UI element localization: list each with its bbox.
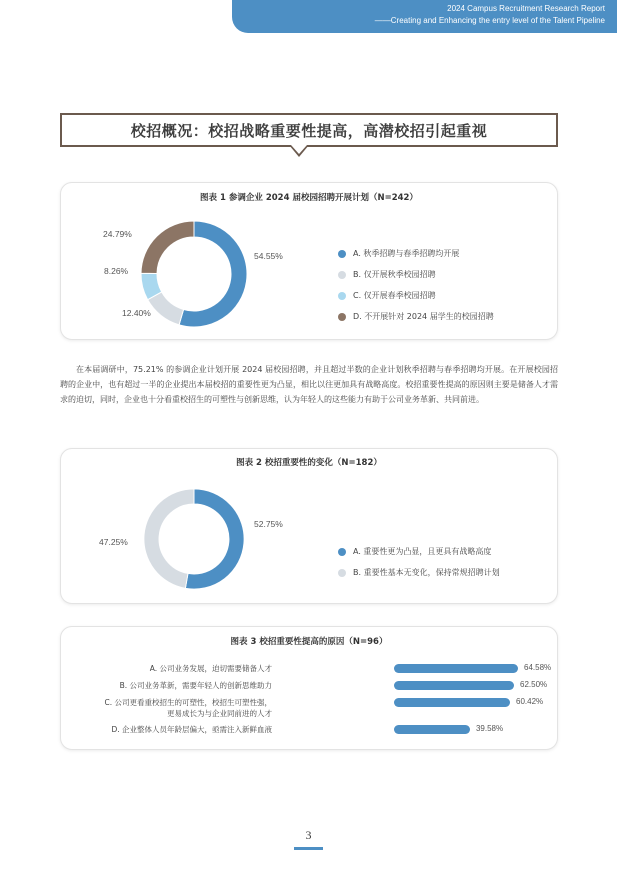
chart2-legend-item xyxy=(338,541,500,562)
chart3-row-label: D. 企业整体人员年龄层偏大，亟需注入新鲜血液 xyxy=(111,725,272,734)
chart3-row-label-line2: 更易成长为与企业同前进的人才 xyxy=(167,709,272,718)
legend-dot xyxy=(338,292,346,300)
chart3-row-label-line1: C. 公司更看重校招生的可塑性，校招生可塑性强， xyxy=(104,698,272,707)
chart1-legend-item xyxy=(338,306,494,327)
page-number-underline xyxy=(294,847,323,850)
legend-dot xyxy=(338,271,346,279)
header-subtitle: ——Creating and Enhancing the entry level of the Talent Pipeline xyxy=(374,16,605,25)
chart1-legend xyxy=(338,243,494,327)
chart3-row-label: A. 公司业务发展，迫切需要储备人才 xyxy=(149,664,272,673)
chart3-panel xyxy=(60,626,558,750)
chart1-label-c: 8.26% xyxy=(104,266,129,276)
chart3-bar-value: 39.58% xyxy=(475,724,504,733)
chart1-slice-d xyxy=(141,221,194,274)
chart2-title: 图表 2 校招重要性的变化（N=182） xyxy=(236,458,382,468)
page-number: 3 xyxy=(305,828,312,842)
chart3-bar-value: 62.50% xyxy=(520,680,548,689)
header-title: 2024 Campus Recruitment Research Report xyxy=(447,4,605,13)
chart3-bar xyxy=(394,698,510,707)
legend-label: A. 秋季招聘与春季招聘均开展 xyxy=(353,249,460,258)
legend-dot xyxy=(338,548,346,556)
chart1-label-b: 12.40% xyxy=(122,308,151,318)
chart3-bar xyxy=(394,681,514,690)
legend-label: D. 不开展针对 2024 届学生的校园招聘 xyxy=(353,312,494,321)
chart3-bar-value: 60.42% xyxy=(516,697,544,706)
section-title-box xyxy=(60,113,558,147)
title-notch-inner xyxy=(291,145,307,154)
chart1-panel xyxy=(60,182,558,340)
chart1-legend-item xyxy=(338,264,494,285)
chart2-slice-b xyxy=(144,489,194,588)
chart3-row-label: B. 公司业务革新，需要年轻人的创新思维助力 xyxy=(119,681,272,690)
chart1-label-a: 54.55% xyxy=(254,251,283,261)
chart1-title: 图表 1 参调企业 2024 届校园招聘开展计划（N=242） xyxy=(200,193,418,203)
chart3-bar xyxy=(394,664,518,673)
legend-dot xyxy=(338,569,346,577)
chart1-legend-item xyxy=(338,243,494,264)
legend-label: C. 仅开展春季校园招聘 xyxy=(353,291,436,300)
chart2-label-b: 47.25% xyxy=(99,537,128,547)
chart2-label-a: 52.75% xyxy=(254,519,283,529)
legend-label: B. 重要性基本无变化，保持常规招聘计划 xyxy=(353,568,500,577)
header-band xyxy=(232,0,617,33)
chart2-panel xyxy=(60,448,558,604)
chart2-legend-item xyxy=(338,562,500,583)
legend-label: B. 仅开展秋季校园招聘 xyxy=(353,270,436,279)
chart3-title: 图表 3 校招重要性提高的原因（N=96） xyxy=(230,637,388,647)
chart1-label-d: 24.79% xyxy=(103,229,132,239)
chart1-legend-item xyxy=(338,285,494,306)
chart3-bar xyxy=(394,725,470,734)
chart2-legend xyxy=(338,541,500,583)
chart1-donut xyxy=(139,219,249,329)
body-paragraph: 在本届调研中，75.21% 的参调企业计划开展 2024 届校园招聘，并且超过半数的企业计划秋季招聘与春季招聘均开展。在开展校园招聘的企业中，也有超过一半的企业提出本届校招的重要性更为凸显，相比以往更加具有战略高度。校招重要性提高的原因则主要是储备人才需求的迫切，同时，企业也十分看重校招生的可塑性与创新思维，认为年轻人的这些能力有助于公司业务革新、共同前进。 xyxy=(60,365,558,404)
legend-dot xyxy=(338,250,346,258)
section-title: 校招概况：校招战略重要性提高，高潜校招引起重视 xyxy=(130,121,488,140)
chart2-donut xyxy=(142,487,246,591)
legend-label: A. 重要性更为凸显，且更具有战略高度 xyxy=(353,547,492,556)
chart3-bar-value: 64.58% xyxy=(524,663,552,672)
chart3-row-label xyxy=(104,697,272,719)
legend-dot xyxy=(338,313,346,321)
